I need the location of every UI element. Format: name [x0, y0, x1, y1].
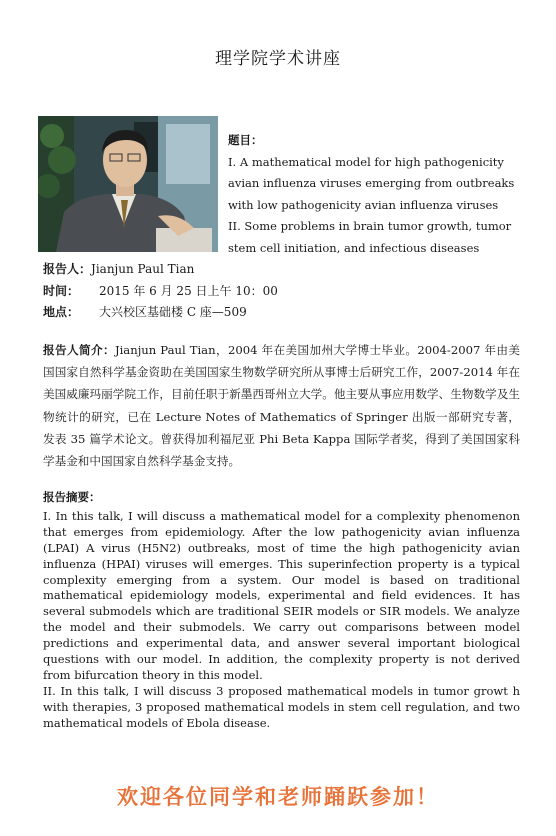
topic-section: [228, 130, 528, 259]
abstract-label: 报告摘要：: [43, 490, 101, 504]
time-value: 2015 年 6 月 25 日上午 10：00: [99, 283, 278, 298]
speaker-portrait-image: [38, 116, 218, 252]
bio-text: Jianjun Paul Tian，2004 年在美国加州大学博士毕业。2004-2007 年由美国国家自然科学基金资助在美国国家生物数学研究所从事博士后研究工作，2007-2014 年在美国威廉玛丽学院工作，目前任职于新墨西哥州立大学。他主要从事应用数学、生物数学及生物统计的研究，已在 Lecture Notes of Mathematics of Springer 出版一部研究专著，发表 35 篇学术论文。曾获得加利福尼亚 Phi Beta Kappa 国际学者奖，得到了美国国家科学基金和中国国家自然科学基金支持。: [43, 343, 520, 469]
topic-label: 题目：: [228, 133, 263, 147]
abstract-paragraph-1: I. In this talk, I will discuss a mathematical model for a complexity phenomenon that emerges from epidemiology. After the low pathogenicity avian influenza (LPAI) A virus (H5N2) outbreaks, most of time the high pathogenicity avian influenza (HPAI) viruses will emerges. This superinfection property is a typical complexity emerging from a system. Our model is based on traditional mathematical epidemiology models, experimental and field evidences. It has several submodels which are traditional SEIR models or SIR models. We analyze the model and their submodels. We carry out comparisons between model predictions and experimental data, and answer several important biological questions with our model. In addition, the complexity property is not derived from bifurcation theory in this model.: [43, 508, 520, 682]
abstract-paragraph-2: II. In this talk, I will discuss 3 proposed mathematical models in tumor growt h with therapies, 3 proposed mathematical models in stem cell regulation, and two mathematical models of Ebola disease.: [43, 683, 520, 730]
lecture-info: [43, 259, 278, 324]
speaker-label: 报告人：: [43, 262, 92, 276]
speaker-photo: [38, 116, 218, 252]
page-title: 理学院学术讲座: [215, 49, 341, 69]
bio-label: 报告人简介：: [43, 343, 115, 357]
speaker-row: [43, 259, 278, 281]
time-row: [43, 281, 278, 303]
welcome-message: 欢迎各位同学和老师踊跃参加！: [117, 785, 439, 809]
topic-item-2: II. Some problems in brain tumor growth, tumor stem cell initiation, and infectious diseases: [228, 219, 512, 255]
place-row: [43, 302, 278, 324]
topic-item-1: I. A mathematical model for high pathogenicity avian influenza viruses emerging from outbreaks with low pathogenicity avian influenza viruses: [228, 154, 515, 212]
speaker-bio: [43, 339, 520, 472]
abstract-section: [43, 490, 520, 732]
place-label: 地点：: [43, 305, 80, 319]
speaker-name: Jianjun Paul Tian: [91, 262, 195, 276]
place-value: 大兴校区基础楼 C 座—509: [99, 305, 247, 319]
time-label: 时间：: [43, 283, 80, 298]
